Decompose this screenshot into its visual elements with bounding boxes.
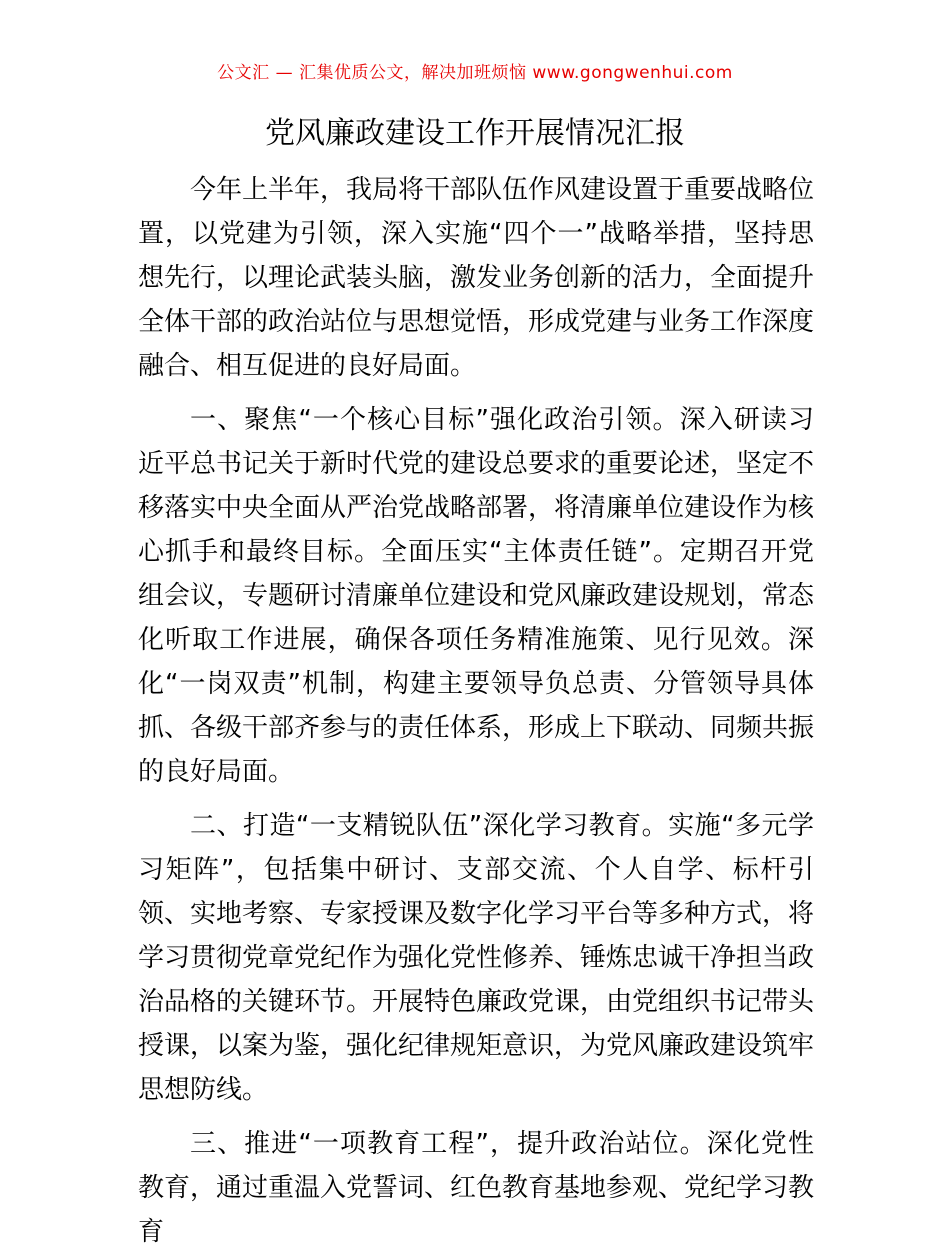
document-title: 党风廉政建设工作开展情况汇报: [265, 116, 685, 151]
paragraph-intro: 今年上半年，我局将干部队伍作风建设置于重要战略位置，以党建为引领，深入实施“四个一”战略举措，坚持思想先行，以理论武装头脑，激发业务创新的活力，全面提升全体干部的政治站位与思想觉悟，形成党建与业务工作深度融合、相互促进的良好局面。: [138, 175, 815, 381]
document-body: [138, 168, 814, 1254]
paragraph-section-2: 二、打造“一支精锐队伍”深化学习教育。实施“多元学习矩阵”，包括集中研讨、支部交流、个人自学、标杆引领、实地考察、专家授课及数字化学习平台等多种方式，将学习贯彻党章党纪作为强化党性修养、锤炼忠诚干净担当政治品格的关键环节。开展特色廉政党课，由党组织书记带头授课，以案为鉴，强化纪律规矩意识，为党风廉政建设筑牢思想防线。: [138, 811, 815, 1105]
paragraph-section-1: 一、聚焦“一个核心目标”强化政治引领。深入研读习近平总书记关于新时代党的建设总要求的重要论述，坚定不移落实中央全面从严治党战略部署，将清廉单位建设作为核心抓手和最终目标。全面压实“主体责任链”。定期召开党组会议，专题研讨清廉单位建设和党风廉政建设规划，常态化听取工作进展，确保各项任务精准施策、见行见效。深化“一岗双责”机制，构建主要领导负总责、分管领导具体抓、各级干部齐参与的责任体系，形成上下联动、同频共振的良好局面。: [138, 405, 815, 787]
header-banner: 公文汇 — 汇集优质公文，解决加班烦恼 www.gongwenhui.com: [217, 63, 733, 83]
paragraph-section-3: 三、推进“一项教育工程”，提升政治站位。深化党性教育，通过重温入党誓词、红色教育基地参观、党纪学习教育: [138, 1129, 815, 1247]
